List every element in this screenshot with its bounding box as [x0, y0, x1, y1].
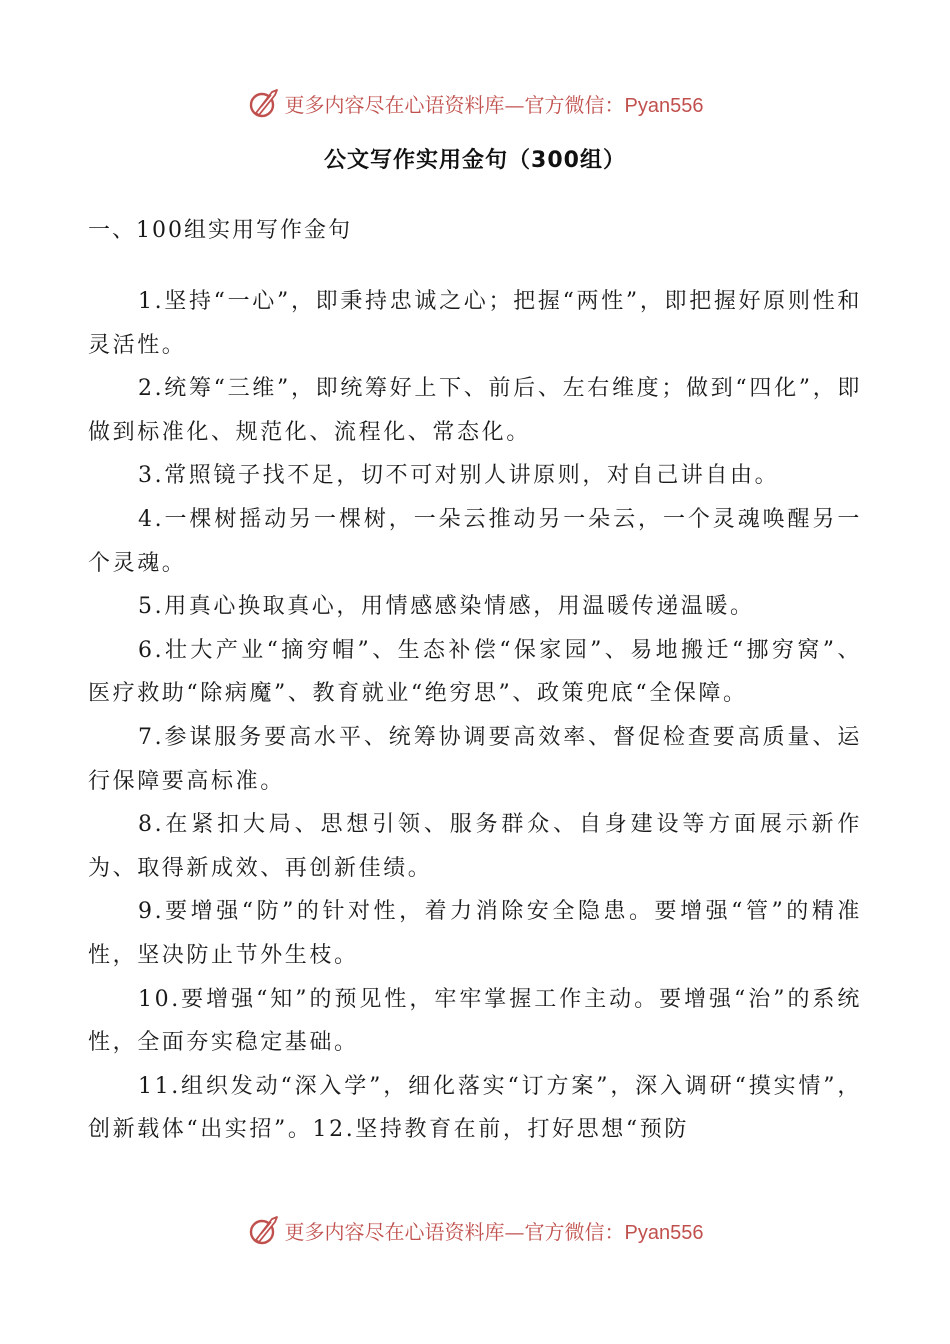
paragraph-1: 1.坚持“一心”，即秉持忠诚之心；把握“两性”，即把握好原则性和灵活性。	[88, 289, 862, 358]
document-body	[88, 280, 862, 1195]
watermark-text: 更多内容尽在心语资料库—官方微信：Pyan556	[284, 92, 704, 117]
paragraph-5: 5.用真心换取真心，用情感感染情感，用温暖传递温暖。	[138, 594, 755, 620]
paragraph-4: 4.一棵树摇动另一棵树，一朵云推动另一朵云，一个灵魂唤醒另一个灵魂。	[88, 506, 862, 576]
watermark-banner-bottom	[0, 1210, 950, 1250]
quill-pen-circle-icon	[247, 86, 281, 120]
paragraph-8: 8.在紧扣大局、思想引领、服务群众、自身建设等方面展示新作为、取得新成效、再创新佳绩。	[88, 812, 862, 881]
paragraph-11: 11.组织发动“深入学”，细化落实“订方案”，深入调研“摸实情”，创新载体“出实招”。12.坚持教育在前，打好思想“预防	[88, 1073, 862, 1143]
watermark-banner-top	[0, 83, 950, 123]
section-heading: 一、100组实用写作金句	[88, 218, 352, 243]
watermark-text: 更多内容尽在心语资料库—官方微信：Pyan556	[284, 1219, 704, 1244]
paragraph-3: 3.常照镜子找不足，切不可对别人讲原则，对自己讲自由。	[138, 463, 780, 489]
paragraph-7: 7.参谋服务要高水平、统筹协调要高效率、督促检查要高质量、运行保障要高标准。	[88, 724, 862, 794]
document-title: 公文写作实用金句（300组）	[324, 148, 626, 173]
paragraph-10: 10.要增强“知”的预见性，牢牢掌握工作主动。要增强“治”的系统性，全面夯实稳定基础。	[88, 986, 862, 1056]
quill-pen-circle-icon	[247, 1213, 281, 1247]
paragraph-2: 2.统筹“三维”，即统筹好上下、前后、左右维度；做到“四化”，即做到标准化、规范化、流程化、常态化。	[88, 376, 862, 445]
paragraph-9: 9.要增强“防”的针对性，着力消除安全隐患。要增强“管”的精准性，坚决防止节外生枝。	[88, 899, 862, 968]
paragraph-6: 6.壮大产业“摘穷帽”、生态补偿“保家园”、易地搬迁“挪穷窝”、医疗救助“除病魔”、教育就业“绝穷思”、政策兜底“全保障。	[88, 637, 862, 707]
